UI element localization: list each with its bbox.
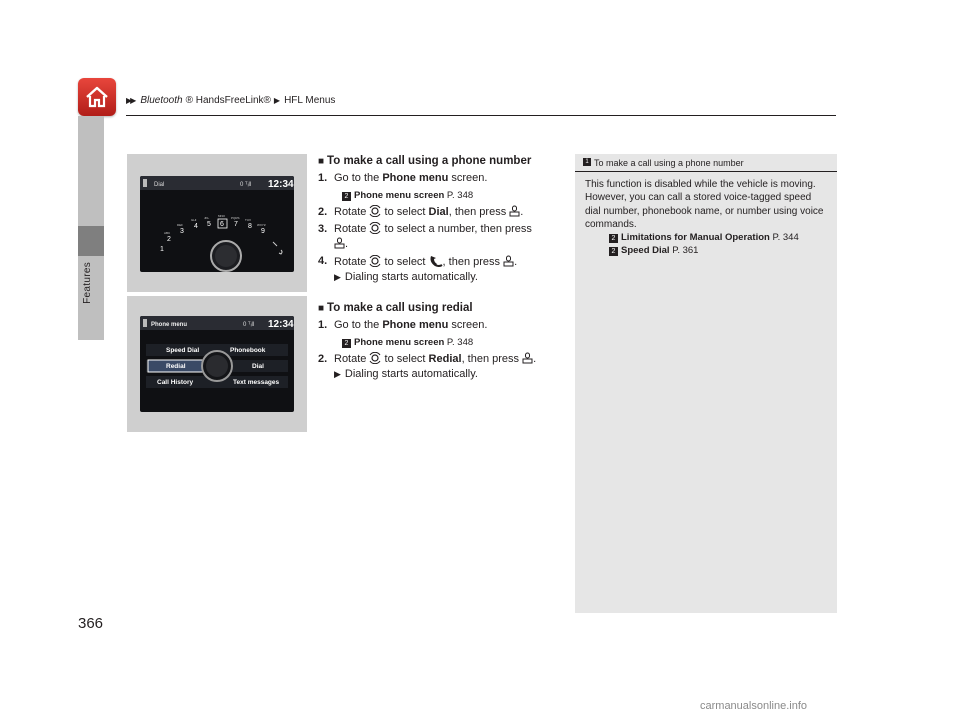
rotate-knob-icon <box>369 222 381 234</box>
reference-icon: 2 <box>609 234 618 243</box>
result-dialing-1: ▶ Dialing starts automatically. <box>334 271 478 283</box>
press-knob-icon <box>522 352 533 364</box>
press-knob-icon <box>503 255 514 267</box>
note-icon: 1 <box>583 158 591 166</box>
menu-item-call-history: Call History <box>157 379 194 386</box>
instructions <box>318 154 563 382</box>
dial-screen-title: Dial <box>154 182 165 188</box>
watermark: carmanualsonline.info <box>700 700 808 712</box>
result-arrow-icon: ▶ <box>334 369 341 379</box>
phone-menu-screen-clock: 12:34 <box>268 319 294 330</box>
dial-screen-clock: 12:34 <box>268 179 294 190</box>
svg-text:MNO: MNO <box>218 214 225 218</box>
breadcrumb-arrow-icon: ▶ <box>273 96 279 105</box>
note-panel <box>575 154 837 613</box>
menu-item-phonebook: Phonebook <box>230 347 266 354</box>
svg-text:GHI: GHI <box>191 218 197 222</box>
chapter-tab-marker <box>78 226 104 256</box>
menu-item-dial: Dial <box>252 363 264 370</box>
phone-handset-icon <box>429 254 443 267</box>
breadcrumb <box>126 95 335 106</box>
redial-step-2: 2. Rotate to select Redial, then press . <box>318 353 537 365</box>
reference-icon: 2 <box>609 247 618 256</box>
key-6: 6 <box>220 221 224 228</box>
result-arrow-icon: ▶ <box>334 272 341 282</box>
step-2: 2. Rotate to select Dial, then press . <box>318 206 524 218</box>
dial-screen-image <box>127 154 307 292</box>
page-number: 366 <box>78 615 104 632</box>
press-knob-icon <box>334 237 345 249</box>
square-bullet-icon: ■ <box>318 303 325 314</box>
reference-icon: 2 <box>342 192 351 201</box>
menu-item-speed-dial: Speed Dial <box>166 347 200 354</box>
svg-text:0 ᵀᵢll: 0 ᵀᵢll <box>240 182 252 188</box>
square-bullet-icon: ■ <box>318 156 325 167</box>
key-5: 5 <box>207 221 211 228</box>
breadcrumb-bluetooth[interactable]: Bluetooth <box>140 95 183 106</box>
key-1: 1 <box>160 246 164 253</box>
breadcrumb-handsfreelink[interactable]: ® HandsFreeLink® <box>185 95 271 106</box>
ref-limitations-manual-operation[interactable]: 2 Limitations for Manual Operation P. 344 <box>585 231 829 244</box>
note-title: 1 To make a call using a phone number <box>575 154 837 172</box>
svg-text:PQRS: PQRS <box>231 216 240 220</box>
svg-text:0 ᵀᵢll: 0 ᵀᵢll <box>243 322 255 328</box>
menu-item-redial: Redial <box>166 363 186 370</box>
svg-text:ABC: ABC <box>164 231 171 235</box>
key-7: 7 <box>234 221 238 228</box>
breadcrumb-hfl-menus[interactable]: HFL Menus <box>284 95 336 106</box>
ref-speed-dial[interactable]: 2 Speed Dial P. 361 <box>585 244 829 257</box>
result-dialing-2: ▶ Dialing starts automatically. <box>334 368 478 380</box>
key-8: 8 <box>248 223 252 230</box>
phone-menu-screen-graphic <box>140 316 294 412</box>
svg-text:JKL: JKL <box>204 216 210 220</box>
rotate-knob-icon <box>369 352 381 364</box>
rotate-knob-icon <box>369 255 381 267</box>
phone-menu-screen-title: Phone menu <box>151 322 188 328</box>
header-divider <box>126 115 836 116</box>
breadcrumb-arrows-icon: ▶▶ <box>126 96 135 105</box>
key-4: 4 <box>194 223 198 230</box>
key-3: 3 <box>180 228 184 235</box>
redial-step-1: 1. Go to the Phone menu screen. <box>318 319 488 331</box>
note-body: This function is disabled while the vehicle is moving. However, you can call a stored voice-tagged speed dial number, phonebook name, or number using voice commands. 2 Limitations for Manual Operation P. 344 2 Speed Dial P. 361 <box>575 172 837 258</box>
step-3: 3. Rotate to select a number, then press . <box>318 223 532 250</box>
rotate-knob-icon <box>369 205 381 217</box>
key-9: 9 <box>261 228 265 235</box>
ref-phone-menu-screen-2[interactable]: 2 Phone menu screen P. 348 <box>318 335 563 350</box>
chapter-label: Features <box>82 262 93 304</box>
svg-text:WXYZ: WXYZ <box>257 223 266 227</box>
home-icon <box>84 85 110 109</box>
phone-menu-screen-image <box>127 296 307 432</box>
press-knob-icon <box>509 205 520 217</box>
svg-text:DEF: DEF <box>177 223 183 227</box>
dial-screen-graphic <box>140 176 294 272</box>
step-1: 1. Go to the Phone menu screen. <box>318 172 488 184</box>
section-title-phone-number: ■ To make a call using a phone number <box>318 155 532 167</box>
home-button[interactable] <box>78 78 116 116</box>
step-4: 4. Rotate to select , then press . <box>318 255 518 268</box>
svg-text:TUV: TUV <box>245 218 251 222</box>
ref-phone-menu-screen[interactable]: 2 Phone menu screen P. 348 <box>318 188 563 203</box>
reference-icon: 2 <box>342 339 351 348</box>
section-title-redial: ■ To make a call using redial <box>318 302 473 314</box>
menu-item-text-messages: Text messages <box>233 379 280 386</box>
key-2: 2 <box>167 236 171 243</box>
